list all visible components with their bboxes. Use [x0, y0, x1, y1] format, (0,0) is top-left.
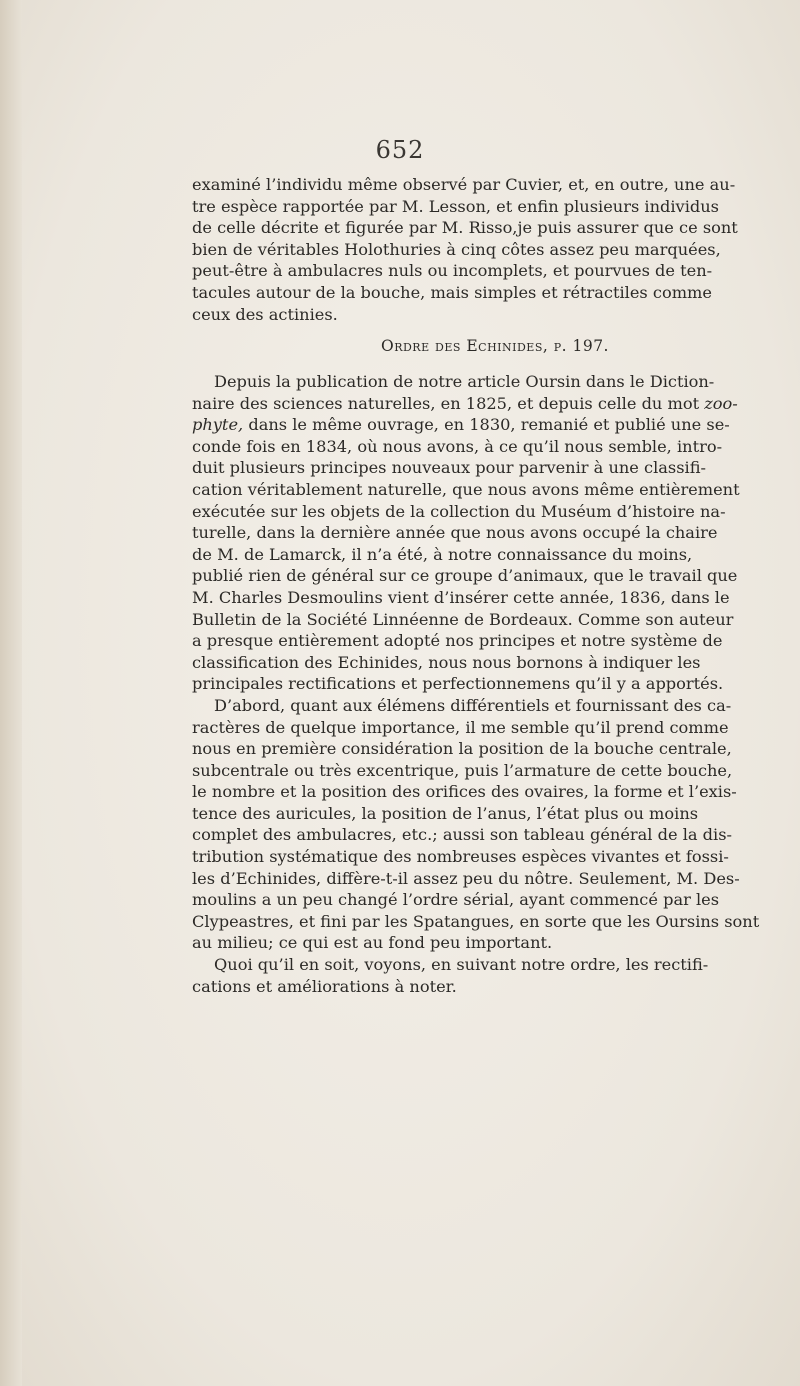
text-line: cation véritablement naturelle, que nous avons même entièrement [192, 479, 740, 499]
paragraph-holothuries [192, 174, 792, 325]
section-heading: Ordre des Echinides, p. 197. [380, 337, 609, 355]
text-line: tacules autour de la bouche, mais simples et rétractiles comme [192, 282, 712, 302]
text-line: Quoi qu’il en soit, voyons, en suivant notre ordre, les rectifi- [214, 955, 709, 975]
text-line: de celle décrite et figurée par M. Risso,je puis assurer que ce sont [192, 218, 738, 238]
page-number: 652 [375, 136, 425, 164]
text-line [192, 414, 792, 436]
text-line: tre espèce rapportée par M. Lesson, et enfin plusieurs individus [192, 196, 719, 216]
text-line: turelle, dans la dernière année que nous avons occupé la chaire [192, 523, 718, 543]
text-line: Bulletin de la Société Linnéenne de Bordeaux. Comme son auteur [192, 609, 734, 629]
text-line: nous en première considération la position de la bouche centrale, [192, 739, 732, 759]
text-line [192, 393, 792, 415]
text-line: Clypeastres, et fini par les Spatangues, en sorte que les Oursins sont [192, 911, 760, 931]
text-line: conde fois en 1834, où nous avons, à ce qu’il nous semble, intro- [192, 436, 723, 456]
paragraph-echinides [192, 371, 792, 997]
text-line: D’abord, quant aux élémens différentiels et fournissant des ca- [214, 695, 732, 715]
text-line: le nombre et la position des orifices des ovaires, la forme et l’exis- [192, 782, 737, 802]
text-line: bien de véritables Holothuries à cinq côtes assez peu marquées, [192, 239, 721, 259]
italic-term: zoo- [704, 393, 738, 413]
text-segment: naire des sciences naturelles, en 1825, et depuis celle du mot [192, 393, 700, 413]
text-line: ceux des actinies. [192, 304, 338, 324]
text-line: subcentrale ou très excentrique, puis l’armature de cette bouche, [192, 760, 733, 780]
text-segment: dans le même ouvrage, en 1830, remanié et publié une se- [248, 415, 730, 435]
text-line: moulins a un peu changé l’ordre sérial, ayant commencé par les [192, 890, 720, 910]
page-binding-edge [0, 0, 22, 1386]
italic-term-continued: phyte, [192, 415, 244, 435]
text-line: principales rectifications et perfectionnemens qu’il y a apportés. [192, 674, 724, 694]
text-line: au milieu; ce qui est au fond peu important. [192, 933, 553, 953]
text-line: duit plusieurs principes nouveaux pour parvenir à une classifi- [192, 458, 706, 478]
text-line: cations et améliorations à noter. [192, 976, 457, 996]
text-line: les d’Echinides, diffère-t-il assez peu du nôtre. Seulement, M. Des- [192, 868, 740, 888]
text-line: Depuis la publication de notre article Oursin dans le Diction- [214, 372, 715, 391]
text-line: tribution systématique des nombreuses espèces vivantes et fossi- [192, 847, 729, 867]
text-line: a presque entièrement adopté nos principes et notre système de [192, 631, 723, 651]
text-line: exécutée sur les objets de la collection du Muséum d’histoire na- [192, 501, 726, 521]
text-line: de M. de Lamarck, il n’a été, à notre connaissance du moins, [192, 544, 693, 564]
text-line: examiné l’individu même observé par Cuvier, et, en outre, une au- [192, 175, 736, 194]
text-line: tence des auricules, la position de l’anus, l’état plus ou moins [192, 803, 699, 823]
text-line: peut-être à ambulacres nuls ou incomplets, et pourvues de ten- [192, 261, 713, 281]
text-line: ractères de quelque importance, il me semble qu’il prend comme [192, 717, 729, 737]
text-line: M. Charles Desmoulins vient d’insérer cette année, 1836, dans le [192, 587, 730, 607]
text-line: classification des Echinides, nous nous bornons à indiquer les [192, 652, 701, 672]
text-line: complet des ambulacres, etc.; aussi son tableau général de la dis- [192, 825, 732, 845]
text-line: publié rien de général sur ce groupe d’animaux, que le travail que [192, 566, 738, 586]
